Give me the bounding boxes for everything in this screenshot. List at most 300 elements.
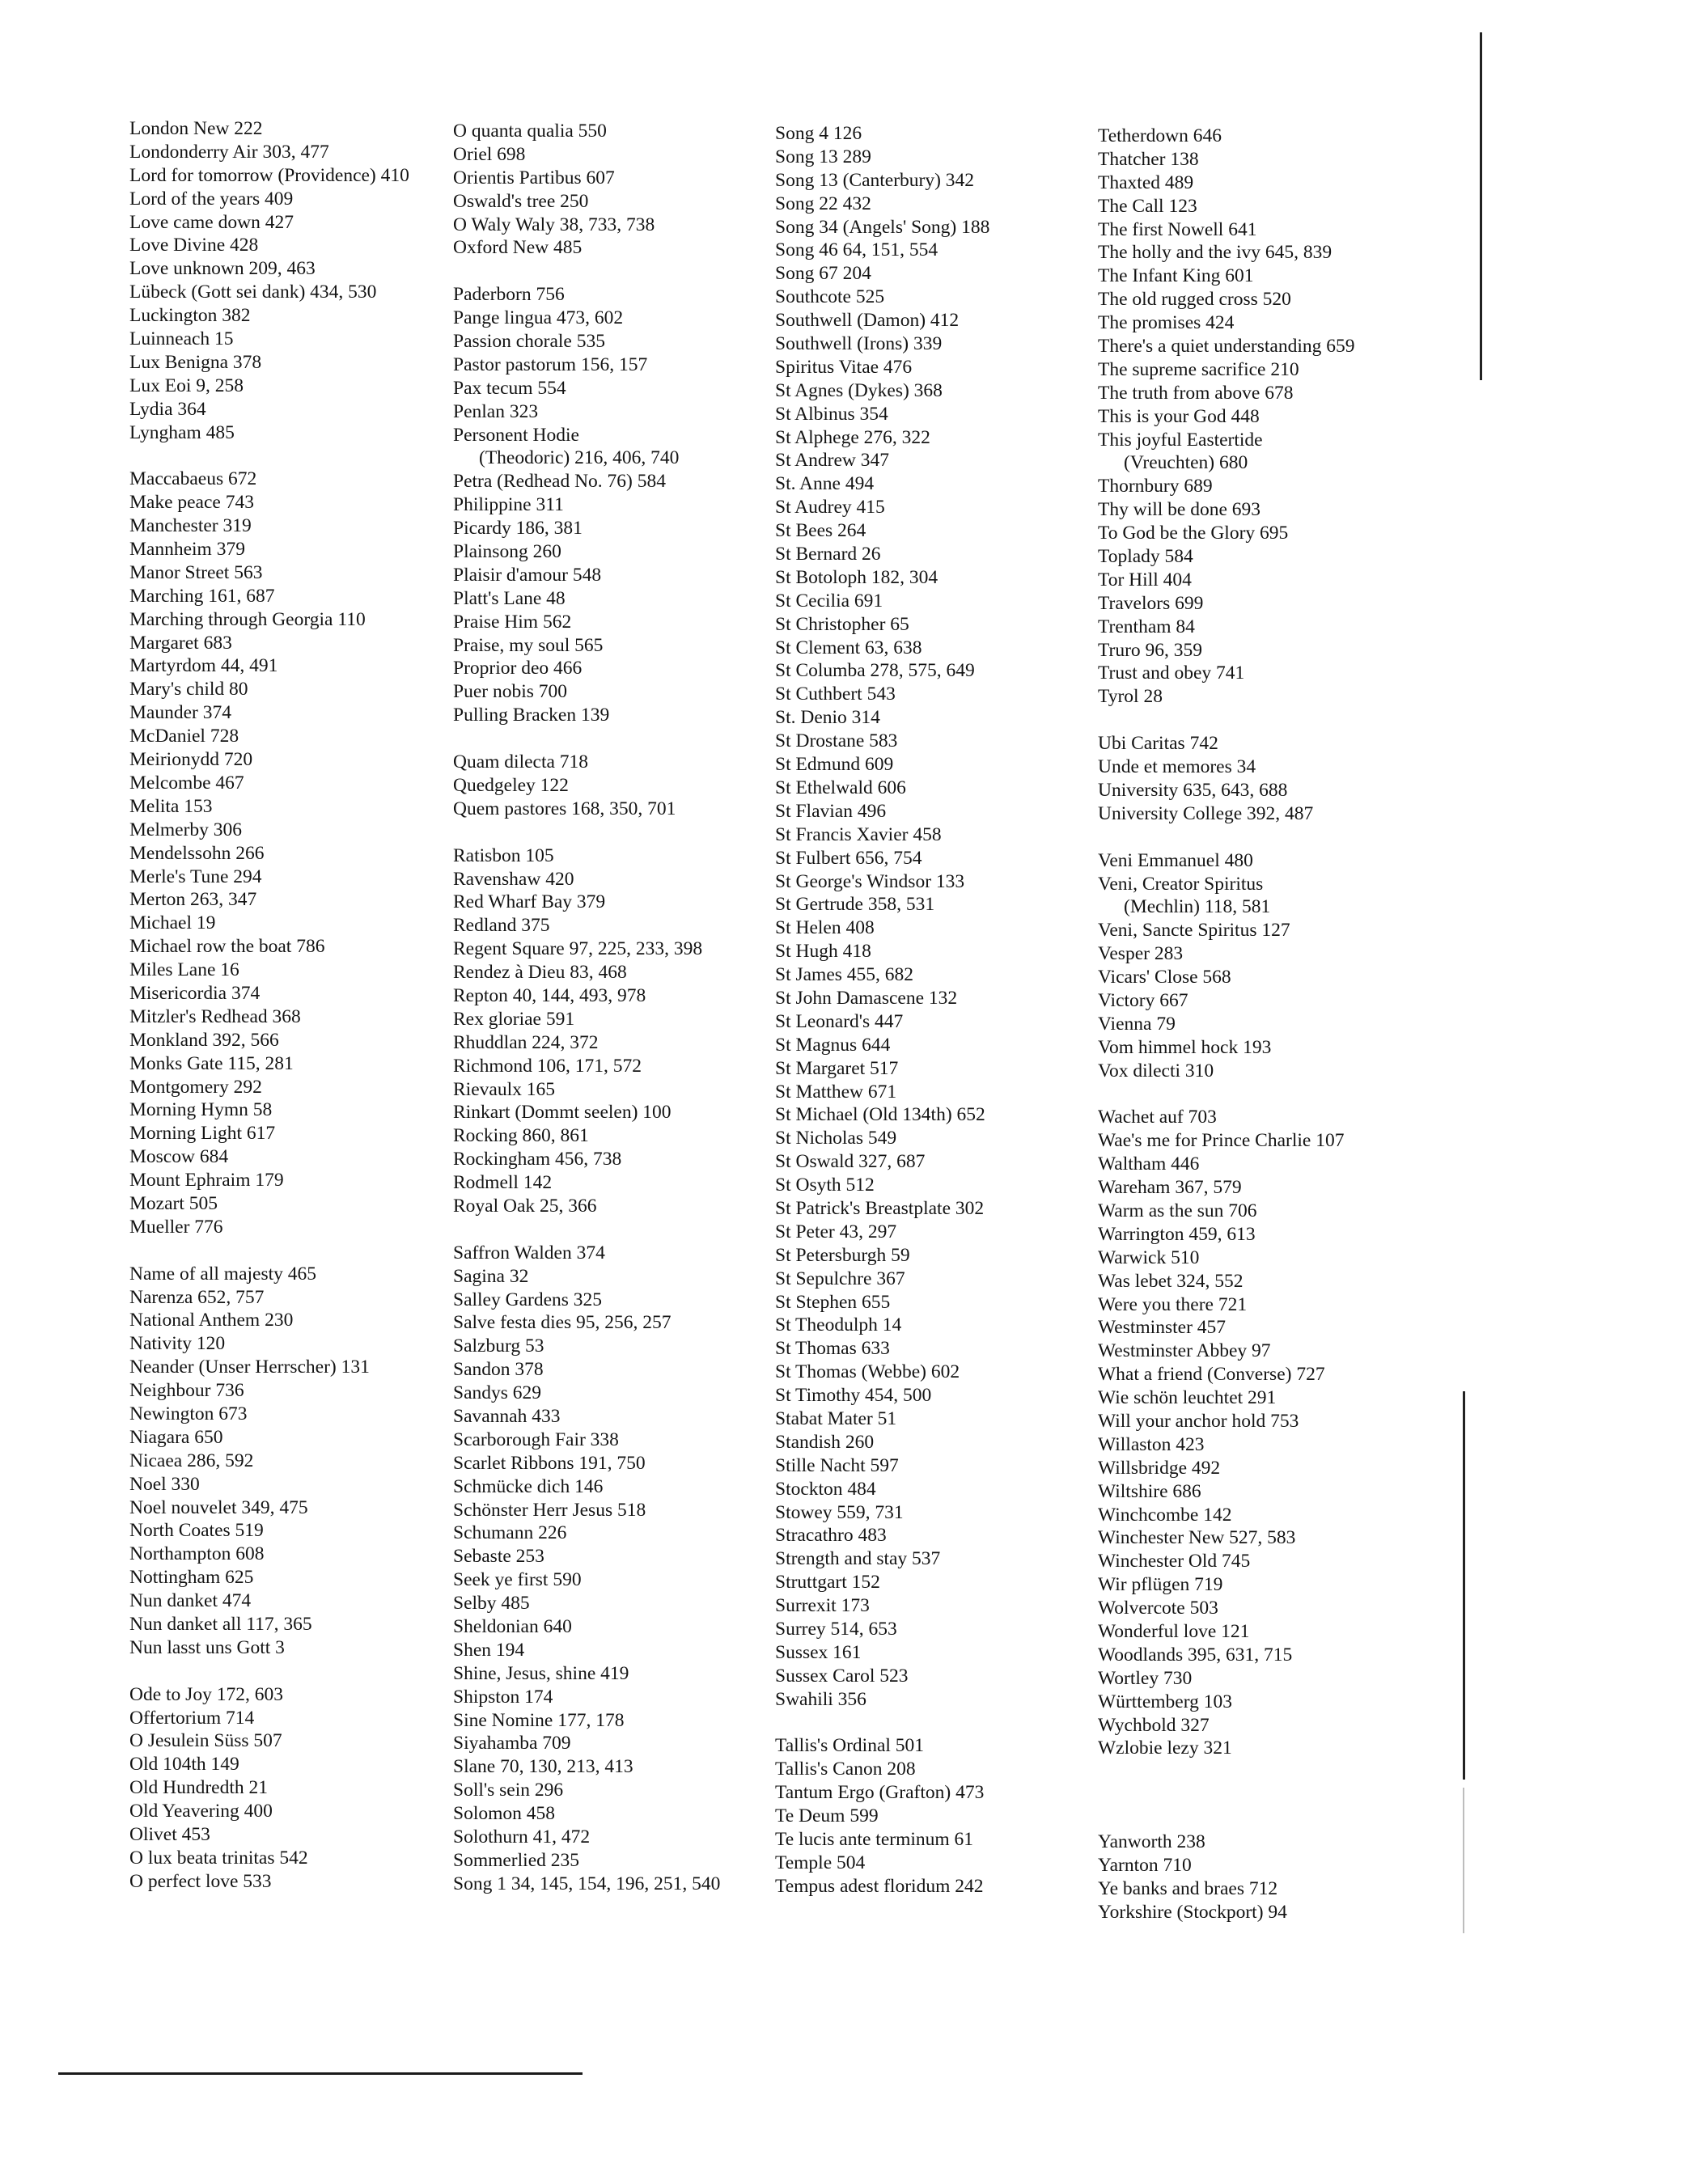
- index-entry: Offertorium 714: [129, 1707, 255, 1729]
- index-entry: Mozart 505: [129, 1192, 218, 1214]
- index-entry: St Edmund 609: [775, 754, 894, 776]
- index-entry: Wolvercote 503: [1098, 1598, 1218, 1619]
- index-entry: Stowey 559, 731: [775, 1501, 904, 1523]
- index-entry: Michael row the boat 786: [129, 936, 325, 958]
- index-entry: Slane 70, 130, 213, 413: [453, 1756, 633, 1778]
- index-entry: Marching through Georgia 110: [129, 608, 366, 630]
- index-entry: Noel nouvelet 349, 475: [129, 1496, 308, 1518]
- index-entry: (Vreuchten) 680: [1124, 452, 1248, 474]
- index-entry: Nun danket 474: [129, 1590, 252, 1612]
- index-entry: Ye banks and braes 712: [1098, 1877, 1278, 1899]
- index-entry: St Leonard's 447: [775, 1010, 904, 1032]
- index-entry: Monks Gate 115, 281: [129, 1052, 294, 1074]
- index-entry: Sine Nomine 177, 178: [453, 1709, 625, 1731]
- index-group: [453, 844, 777, 1218]
- index-entry: Saffron Walden 374: [453, 1242, 605, 1263]
- index-entry: (Mechlin) 118, 581: [1124, 896, 1271, 918]
- index-entry: St Andrew 347: [775, 450, 889, 472]
- index-entry: Willaston 423: [1098, 1433, 1205, 1455]
- index-entry: Philippine 311: [453, 494, 564, 516]
- index-entry: Seek ye first 590: [453, 1569, 582, 1591]
- index-entry: Truro 96, 359: [1098, 639, 1203, 661]
- index-entry: Schönster Herr Jesus 518: [453, 1499, 646, 1521]
- index-entry: Schmücke dich 146: [453, 1475, 604, 1497]
- index-group: [1098, 1106, 1421, 1760]
- index-entry: Old Yeavering 400: [129, 1801, 273, 1822]
- index-entry: St Albinus 354: [775, 403, 888, 425]
- index-entry: St Matthew 671: [775, 1081, 897, 1103]
- index-entry: Pange lingua 473, 602: [453, 307, 624, 329]
- index-entry: Morning Hymn 58: [129, 1099, 273, 1121]
- index-group: [129, 468, 453, 1238]
- index-entry: Vom himmel hock 193: [1098, 1036, 1272, 1058]
- index-entry: Richmond 106, 171, 572: [453, 1055, 642, 1077]
- index-entry: The old rugged cross 520: [1098, 289, 1291, 311]
- index-entry: The promises 424: [1098, 312, 1235, 334]
- index-group: [1098, 849, 1421, 1083]
- index-entry: Noel 330: [129, 1473, 200, 1495]
- index-entry: Lübeck (Gott sei dank) 434, 530: [129, 281, 377, 303]
- index-entry: St Drostane 583: [775, 730, 898, 752]
- index-entry: Veni, Sancte Spiritus 127: [1098, 920, 1290, 942]
- index-entry: St Stephen 655: [775, 1291, 891, 1313]
- index-entry: Temple 504: [775, 1852, 866, 1873]
- index-entry: The truth from above 678: [1098, 382, 1294, 404]
- index-entry: Stille Nacht 597: [775, 1454, 899, 1476]
- index-entry: Westminster Abbey 97: [1098, 1340, 1271, 1362]
- index-entry: St George's Windsor 133: [775, 870, 965, 892]
- index-entry: Wachet auf 703: [1098, 1107, 1217, 1128]
- index-entry: Nativity 120: [129, 1333, 226, 1355]
- index-entry: Württemberg 103: [1098, 1691, 1232, 1712]
- index-entry: Sandys 629: [453, 1382, 542, 1404]
- index-entry: University 635, 643, 688: [1098, 779, 1288, 801]
- index-entry: Maccabaeus 672: [129, 468, 257, 490]
- index-entry: Make peace 743: [129, 492, 254, 514]
- index-entry: Travelors 699: [1098, 592, 1204, 614]
- index-entry: St Petersburgh 59: [775, 1244, 910, 1266]
- index-entry: Wiltshire 686: [1098, 1480, 1201, 1502]
- index-entry: St Audrey 415: [775, 497, 885, 518]
- index-entry: St Margaret 517: [775, 1057, 899, 1079]
- index-entry: St John Damascene 132: [775, 987, 958, 1009]
- index-entry: St Francis Xavier 458: [775, 823, 942, 845]
- index-entry: Nottingham 625: [129, 1567, 254, 1589]
- index-entry: Puer nobis 700: [453, 681, 567, 703]
- index-entry: Tempus adest floridum 242: [775, 1875, 984, 1897]
- index-entry: Thaxted 489: [1098, 171, 1194, 193]
- index-entry: St Osyth 512: [775, 1175, 875, 1196]
- index-entry: Yorkshire (Stockport) 94: [1098, 1901, 1287, 1923]
- index-entry: Surrey 514, 653: [775, 1619, 897, 1640]
- index-entry: Mount Ephraim 179: [129, 1170, 284, 1191]
- index-column-3: [775, 122, 1099, 1898]
- index-entry: Michael 19: [129, 912, 216, 934]
- index-entry: Mitzler's Redhead 368: [129, 1005, 301, 1027]
- index-entry: Marching 161, 687: [129, 585, 275, 607]
- index-entry: O Waly Waly 38, 733, 738: [453, 214, 655, 235]
- index-entry: Tallis's Canon 208: [775, 1759, 916, 1780]
- index-entry: Vesper 283: [1098, 943, 1184, 965]
- index-entry: O perfect love 533: [129, 1870, 272, 1892]
- index-entry: Thatcher 138: [1098, 148, 1199, 170]
- index-entry: Meirionydd 720: [129, 749, 253, 771]
- index-column-2: [453, 120, 777, 1896]
- index-entry: Montgomery 292: [129, 1076, 262, 1098]
- footer-rule: [58, 2072, 583, 2075]
- index-entry: Warrington 459, 613: [1098, 1223, 1256, 1245]
- index-entry: University College 392, 487: [1098, 802, 1314, 824]
- index-entry: This joyful Eastertide: [1098, 429, 1263, 451]
- index-entry: St Columba 278, 575, 649: [775, 660, 975, 682]
- index-entry: St Bees 264: [775, 520, 866, 542]
- index-entry: Proprior deo 466: [453, 658, 583, 679]
- index-entry: Mendelssohn 266: [129, 842, 265, 864]
- index-entry: Unde et memores 34: [1098, 756, 1256, 778]
- index-entry: St Bernard 26: [775, 544, 881, 565]
- index-entry: Song 13 (Canterbury) 342: [775, 169, 975, 191]
- index-entry: Name of all majesty 465: [129, 1263, 317, 1285]
- index-entry: Mary's child 80: [129, 679, 248, 700]
- index-entry: Sandon 378: [453, 1359, 544, 1381]
- index-entry: Veni Emmanuel 480: [1098, 849, 1253, 871]
- index-entry: Victory 667: [1098, 989, 1188, 1011]
- index-entry: Veni, Creator Spiritus: [1098, 873, 1264, 895]
- index-entry: Pulling Bracken 139: [453, 705, 610, 726]
- index-entry: Wonderful love 121: [1098, 1621, 1250, 1642]
- index-entry: St Peter 43, 297: [775, 1221, 897, 1242]
- index-entry: Niagara 650: [129, 1426, 223, 1448]
- index-entry: What a friend (Converse) 727: [1098, 1364, 1325, 1386]
- index-entry: Pastor pastorum 156, 157: [453, 353, 648, 375]
- index-entry: Scarlet Ribbons 191, 750: [453, 1452, 646, 1474]
- index-entry: Was lebet 324, 552: [1098, 1270, 1244, 1292]
- index-entry: Miles Lane 16: [129, 959, 239, 981]
- index-entry: Winchester Old 745: [1098, 1551, 1251, 1572]
- index-entry: Struttgart 152: [775, 1572, 880, 1594]
- index-entry: Shen 194: [453, 1639, 525, 1661]
- index-entry: Rex gloriae 591: [453, 1008, 575, 1030]
- index-entry: St Sepulchre 367: [775, 1268, 905, 1289]
- index-entry: Surrexit 173: [775, 1595, 870, 1617]
- index-entry: Picardy 186, 381: [453, 518, 583, 540]
- index-entry: Wzlobie lezy 321: [1098, 1737, 1232, 1759]
- index-entry: Narenza 652, 757: [129, 1286, 265, 1308]
- index-entry: Rendez à Dieu 83, 468: [453, 962, 627, 984]
- index-entry: Sheldonian 640: [453, 1616, 572, 1637]
- index-entry: London New 222: [129, 118, 263, 139]
- index-entry: Wir pflügen 719: [1098, 1574, 1223, 1596]
- index-entry: Rockingham 456, 738: [453, 1149, 622, 1170]
- index-entry: Song 4 126: [775, 123, 862, 144]
- index-entry: Rhuddlan 224, 372: [453, 1031, 599, 1053]
- index-entry: Rinkart (Dommt seelen) 100: [453, 1102, 672, 1124]
- margin-line-faint: [1463, 1788, 1464, 1933]
- index-entry: National Anthem 230: [129, 1310, 294, 1331]
- index-entry: Southwell (Damon) 412: [775, 310, 960, 332]
- index-entry: Rocking 860, 861: [453, 1125, 589, 1147]
- index-group: [129, 1683, 453, 1894]
- index-entry: Stabat Mater 51: [775, 1407, 897, 1429]
- index-entry: North Coates 519: [129, 1520, 264, 1542]
- index-entry: Trentham 84: [1098, 616, 1195, 637]
- index-entry: Penlan 323: [453, 400, 539, 422]
- index-entry: Misericordia 374: [129, 982, 261, 1004]
- index-entry: Thornbury 689: [1098, 476, 1213, 497]
- index-entry: Love Divine 428: [129, 235, 259, 256]
- index-entry: Sussex Carol 523: [775, 1665, 909, 1687]
- index-entry: Salzburg 53: [453, 1335, 544, 1357]
- index-entry: Te lucis ante terminum 61: [775, 1829, 974, 1851]
- index-entry: Were you there 721: [1098, 1293, 1248, 1315]
- index-entry: Stockton 484: [775, 1478, 876, 1500]
- index-entry: Rievaulx 165: [453, 1078, 555, 1100]
- index-entry: Ravenshaw 420: [453, 868, 574, 890]
- index-entry: This is your God 448: [1098, 405, 1260, 427]
- index-column-1: [129, 117, 453, 1894]
- index-entry: Love came down 427: [129, 211, 294, 233]
- index-entry: Solomon 458: [453, 1803, 556, 1825]
- index-entry: Londonderry Air 303, 477: [129, 141, 329, 163]
- index-entry: Melmerby 306: [129, 819, 243, 840]
- index-entry: Melcombe 467: [129, 772, 244, 794]
- index-group: [1098, 732, 1421, 826]
- index-entry: St Timothy 454, 500: [775, 1385, 932, 1407]
- index-entry: Salve festa dies 95, 256, 257: [453, 1312, 672, 1334]
- index-entry: Tetherdown 646: [1098, 125, 1222, 146]
- index-entry: Luinneach 15: [129, 328, 234, 350]
- index-entry: Plainsong 260: [453, 541, 561, 563]
- index-entry: Ratisbon 105: [453, 844, 554, 866]
- index-entry: St Ethelwald 606: [775, 777, 906, 798]
- index-entry: (Theodoric) 216, 406, 740: [479, 447, 680, 469]
- index-entry: Ubi Caritas 742: [1098, 733, 1218, 755]
- margin-line-bottom: [1463, 1391, 1465, 1780]
- index-entry: St Gertrude 358, 531: [775, 894, 935, 916]
- index-entry: Maunder 374: [129, 702, 231, 724]
- index-entry: St Hugh 418: [775, 941, 871, 963]
- index-entry: Waltham 446: [1098, 1153, 1200, 1175]
- index-entry: Te Deum 599: [775, 1805, 879, 1827]
- index-entry: St Alphege 276, 322: [775, 426, 930, 448]
- index-entry: There's a quiet understanding 659: [1098, 336, 1355, 358]
- index-entry: The Infant King 601: [1098, 265, 1254, 287]
- index-group: [129, 117, 453, 444]
- index-entry: Spiritus Vitae 476: [775, 356, 913, 378]
- index-entry: Yarnton 710: [1098, 1854, 1192, 1876]
- index-entry: Stracathro 483: [775, 1525, 887, 1547]
- index-entry: Winchester New 527, 583: [1098, 1527, 1296, 1549]
- index-entry: Tyrol 28: [1098, 686, 1163, 708]
- index-entry: Vicars' Close 568: [1098, 967, 1231, 988]
- index-entry: Song 34 (Angels' Song) 188: [775, 216, 990, 238]
- index-entry: Manchester 319: [129, 515, 252, 537]
- index-entry: St Cuthbert 543: [775, 684, 896, 705]
- index-entry: Melita 153: [129, 795, 213, 817]
- index-entry: Oxford New 485: [453, 237, 583, 259]
- index-entry: Praise Him 562: [453, 611, 572, 633]
- index-entry: The supreme sacrifice 210: [1098, 358, 1299, 380]
- index-entry: Soll's sein 296: [453, 1780, 564, 1801]
- index-entry: Paderborn 756: [453, 284, 565, 306]
- index-entry: Margaret 683: [129, 632, 232, 654]
- index-entry: Trust and obey 741: [1098, 662, 1245, 684]
- index-entry: Song 67 204: [775, 263, 871, 285]
- index-entry: O Jesulein Süss 507: [129, 1730, 282, 1752]
- index-entry: St Thomas 633: [775, 1338, 890, 1360]
- index-entry: Neighbour 736: [129, 1380, 244, 1402]
- index-group: [1098, 125, 1421, 709]
- index-entry: Monkland 392, 566: [129, 1029, 279, 1051]
- index-entry: Pax tecum 554: [453, 377, 566, 399]
- index-entry: Old Hundredth 21: [129, 1777, 269, 1799]
- index-entry: Sommerlied 235: [453, 1849, 579, 1871]
- index-entry: St Cecilia 691: [775, 590, 883, 612]
- index-entry: Southwell (Irons) 339: [775, 333, 943, 355]
- index-entry: Manor Street 563: [129, 561, 263, 583]
- index-entry: Passion chorale 535: [453, 331, 605, 353]
- index-entry: Lydia 364: [129, 398, 206, 420]
- index-entry: Lord of the years 409: [129, 188, 294, 210]
- index-entry: Nun danket all 117, 365: [129, 1614, 312, 1635]
- index-entry: Salley Gardens 325: [453, 1289, 603, 1310]
- index-group: [453, 751, 777, 821]
- index-entry: St. Anne 494: [775, 473, 875, 495]
- index-entry: Yanworth 238: [1098, 1831, 1205, 1853]
- index-entry: St. Denio 314: [775, 707, 880, 729]
- index-entry: Quem pastores 168, 350, 701: [453, 798, 676, 819]
- index-entry: Old 104th 149: [129, 1754, 239, 1776]
- index-entry: Oswald's tree 250: [453, 190, 589, 212]
- index-entry: Vienna 79: [1098, 1013, 1176, 1035]
- index-group: [129, 1263, 453, 1660]
- index-entry: Shine, Jesus, shine 419: [453, 1662, 629, 1684]
- index-entry: Regent Square 97, 225, 233, 398: [453, 938, 703, 960]
- index-entry: Moscow 684: [129, 1146, 229, 1168]
- index-entry: St Clement 63, 638: [775, 637, 922, 658]
- index-group: [453, 283, 777, 727]
- index-entry: Strength and stay 537: [775, 1548, 941, 1570]
- index-entry: O quanta qualia 550: [453, 121, 607, 142]
- index-entry: St James 455, 682: [775, 964, 914, 986]
- index-entry: Woodlands 395, 631, 715: [1098, 1644, 1293, 1666]
- index-group: [453, 120, 777, 260]
- margin-line-top: [1480, 32, 1482, 380]
- index-entry: Will your anchor hold 753: [1098, 1410, 1299, 1432]
- index-group: [775, 1734, 1099, 1898]
- index-entry: St Magnus 644: [775, 1034, 891, 1056]
- index-entry: Personent Hodie: [453, 424, 579, 446]
- index-entry: Merton 263, 347: [129, 889, 257, 911]
- index-entry: Wychbold 327: [1098, 1714, 1210, 1736]
- index-entry: Warwick 510: [1098, 1246, 1200, 1268]
- index-entry: Wae's me for Prince Charlie 107: [1098, 1130, 1345, 1152]
- index-entry: Schumann 226: [453, 1522, 567, 1544]
- index-entry: Wareham 367, 579: [1098, 1177, 1242, 1199]
- index-entry: St Botoloph 182, 304: [775, 566, 938, 588]
- index-entry: O lux beata trinitas 542: [129, 1847, 308, 1869]
- index-entry: Nicaea 286, 592: [129, 1450, 254, 1471]
- index-entry: Shipston 174: [453, 1686, 553, 1708]
- index-entry: Siyahamba 709: [453, 1733, 571, 1754]
- index-entry: Quedgeley 122: [453, 774, 569, 796]
- index-entry: Oriel 698: [453, 143, 526, 165]
- index-entry: The Call 123: [1098, 195, 1197, 217]
- index-entry: Mueller 776: [129, 1216, 223, 1238]
- index-entry: St Fulbert 656, 754: [775, 847, 922, 869]
- index-entry: Standish 260: [775, 1431, 875, 1453]
- index-entry: Morning Light 617: [129, 1123, 276, 1145]
- index-entry: Tallis's Ordinal 501: [775, 1735, 925, 1757]
- index-entry: Rodmell 142: [453, 1172, 553, 1194]
- index-entry: Tantum Ergo (Grafton) 473: [775, 1782, 985, 1804]
- index-entry: To God be the Glory 695: [1098, 523, 1289, 544]
- index-entry: Song 13 289: [775, 146, 871, 167]
- index-entry: St Michael (Old 134th) 652: [775, 1104, 985, 1126]
- index-entry: Song 1 34, 145, 154, 196, 251, 540: [453, 1873, 721, 1894]
- index-entry: Love unknown 209, 463: [129, 258, 316, 280]
- index-entry: Lux Benigna 378: [129, 351, 262, 373]
- index-entry: Winchcombe 142: [1098, 1504, 1232, 1526]
- index-entry: St Agnes (Dykes) 368: [775, 379, 943, 401]
- index-entry: Praise, my soul 565: [453, 634, 604, 656]
- index-entry: St Oswald 327, 687: [775, 1151, 926, 1173]
- index-entry: Plaisir d'amour 548: [453, 564, 602, 586]
- index-entry: Thy will be done 693: [1098, 499, 1261, 521]
- index-entry: Orientis Partibus 607: [453, 167, 615, 188]
- index-entry: St Nicholas 549: [775, 1128, 897, 1149]
- index-entry: Toplady 584: [1098, 546, 1193, 568]
- index-entry: Olivet 453: [129, 1824, 210, 1846]
- index-group: [453, 1242, 777, 1896]
- index-entry: Warm as the sun 706: [1098, 1200, 1257, 1221]
- index-entry: Quam dilecta 718: [453, 751, 589, 773]
- index-entry: St Patrick's Breastplate 302: [775, 1197, 985, 1219]
- index-entry: St Thomas (Webbe) 602: [775, 1361, 960, 1383]
- index-entry: Merle's Tune 294: [129, 866, 262, 887]
- index-group: [775, 122, 1099, 1712]
- index-entry: Scarborough Fair 338: [453, 1428, 619, 1450]
- index-entry: Neander (Unser Herrscher) 131: [129, 1357, 370, 1378]
- index-entry: Willsbridge 492: [1098, 1457, 1221, 1479]
- index-entry: Lyngham 485: [129, 421, 235, 443]
- index-entry: Song 22 432: [775, 193, 871, 214]
- index-entry: Martyrdom 44, 491: [129, 655, 278, 677]
- index-entry: Sagina 32: [453, 1265, 529, 1287]
- index-entry: St Helen 408: [775, 917, 875, 939]
- index-entry: McDaniel 728: [129, 726, 239, 747]
- index-entry: Song 46 64, 151, 554: [775, 239, 938, 261]
- index-entry: Westminster 457: [1098, 1317, 1227, 1339]
- index-entry: Lux Eoi 9, 258: [129, 375, 244, 396]
- index-entry: Newington 673: [129, 1403, 248, 1424]
- index-entry: Nun lasst uns Gott 3: [129, 1636, 285, 1658]
- index-entry: Petra (Redhead No. 76) 584: [453, 471, 666, 493]
- index-group: [1098, 1784, 1421, 1807]
- index-entry: Red Wharf Bay 379: [453, 891, 606, 913]
- index-entry: St Flavian 496: [775, 800, 887, 822]
- index-entry: Tor Hill 404: [1098, 569, 1192, 590]
- index-entry: Repton 40, 144, 493, 978: [453, 984, 646, 1006]
- index-entry: Redland 375: [453, 915, 550, 937]
- index-entry: Swahili 356: [775, 1688, 866, 1710]
- index-entry: Savannah 433: [453, 1405, 561, 1427]
- index-entry: Royal Oak 25, 366: [453, 1195, 597, 1217]
- index-entry: Northampton 608: [129, 1543, 265, 1565]
- index-entry: The holly and the ivy 645, 839: [1098, 242, 1333, 264]
- index-entry: Lord for tomorrow (Providence) 410: [129, 164, 409, 186]
- index-entry: Selby 485: [453, 1593, 530, 1615]
